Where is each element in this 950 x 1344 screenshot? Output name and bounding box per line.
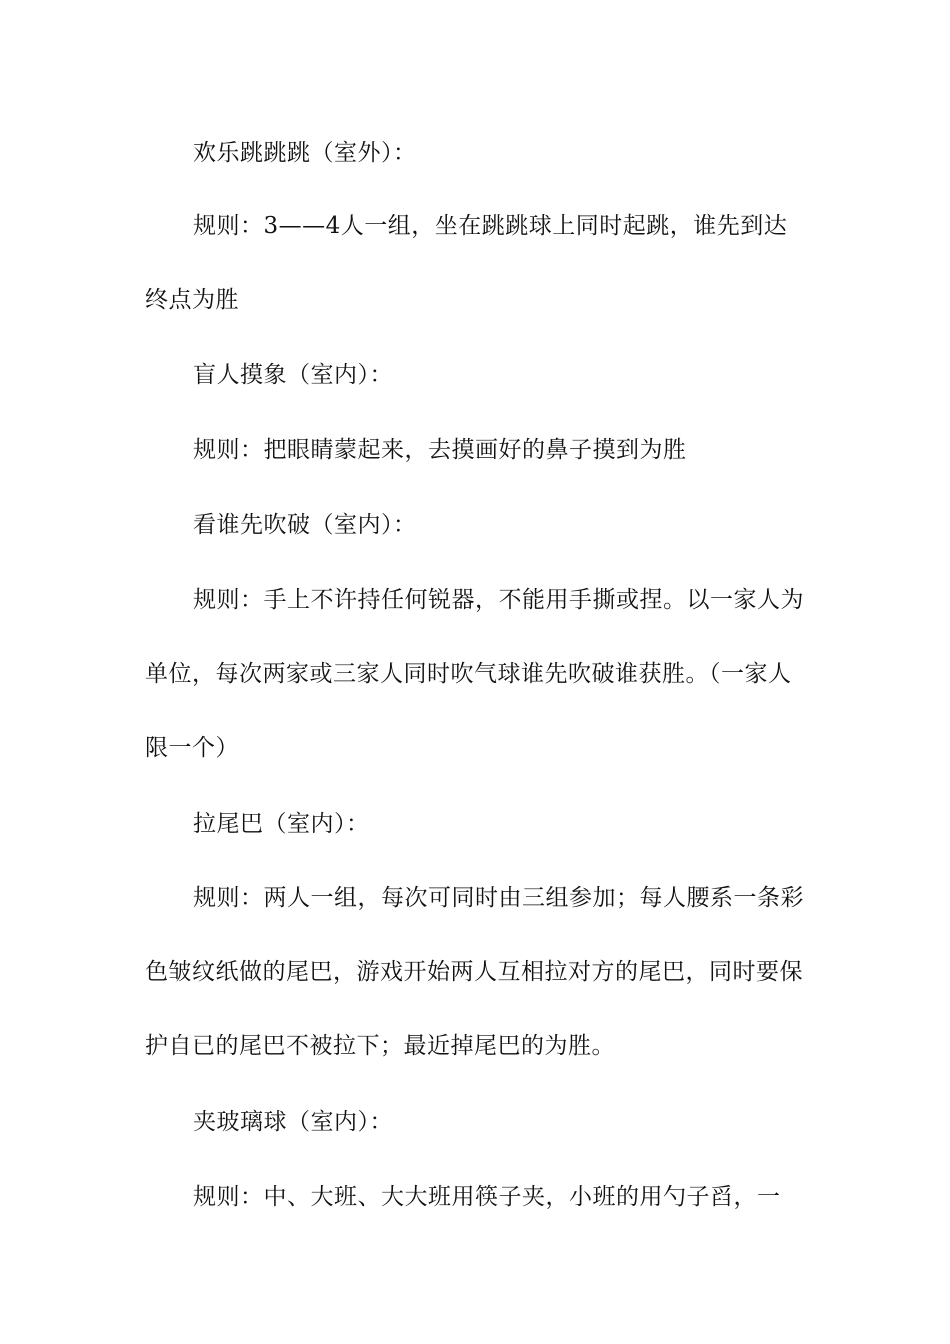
heading-blow-balloon: 看谁先吹破（室内）： [193, 512, 417, 538]
heading-blind-touch-elephant: 盲人摸象（室内）： [193, 362, 393, 388]
rule-pull-tail: 规则：两人一组，每次可同时由三组参加；每人腰系一条彩色皱纹纸做的尾巴，游戏开始两人互相拉对方的尾巴，同时要保护自已的尾巴不被拉下；最近掉尾巴的为胜。 [145, 885, 804, 1059]
heading-pull-tail: 拉尾巴（室内）： [193, 811, 370, 837]
rule-blow-balloon: 规则：手上不许持任何锐器，不能用手撕或捏。以一家人为单位，每次两家或三家人同时吹气球谁先吹破谁获胜。（一家人限一个） [145, 587, 804, 761]
rule-pick-marbles: 规则：中、大班、大大班用筷子夹，小班的用勺子舀，一 [193, 1184, 781, 1210]
rule-happy-jump: 规则：3——4人一组，坐在跳跳球上同时起跳，谁先到达终点为胜 [145, 213, 788, 313]
heading-pick-marbles: 夹玻璃球（室内）： [193, 1109, 393, 1135]
heading-happy-jump: 欢乐跳跳跳（室外）： [193, 140, 417, 166]
rule-blind-touch-elephant: 规则：把眼睛蒙起来，去摸画好的鼻子摸到为胜 [193, 437, 687, 463]
